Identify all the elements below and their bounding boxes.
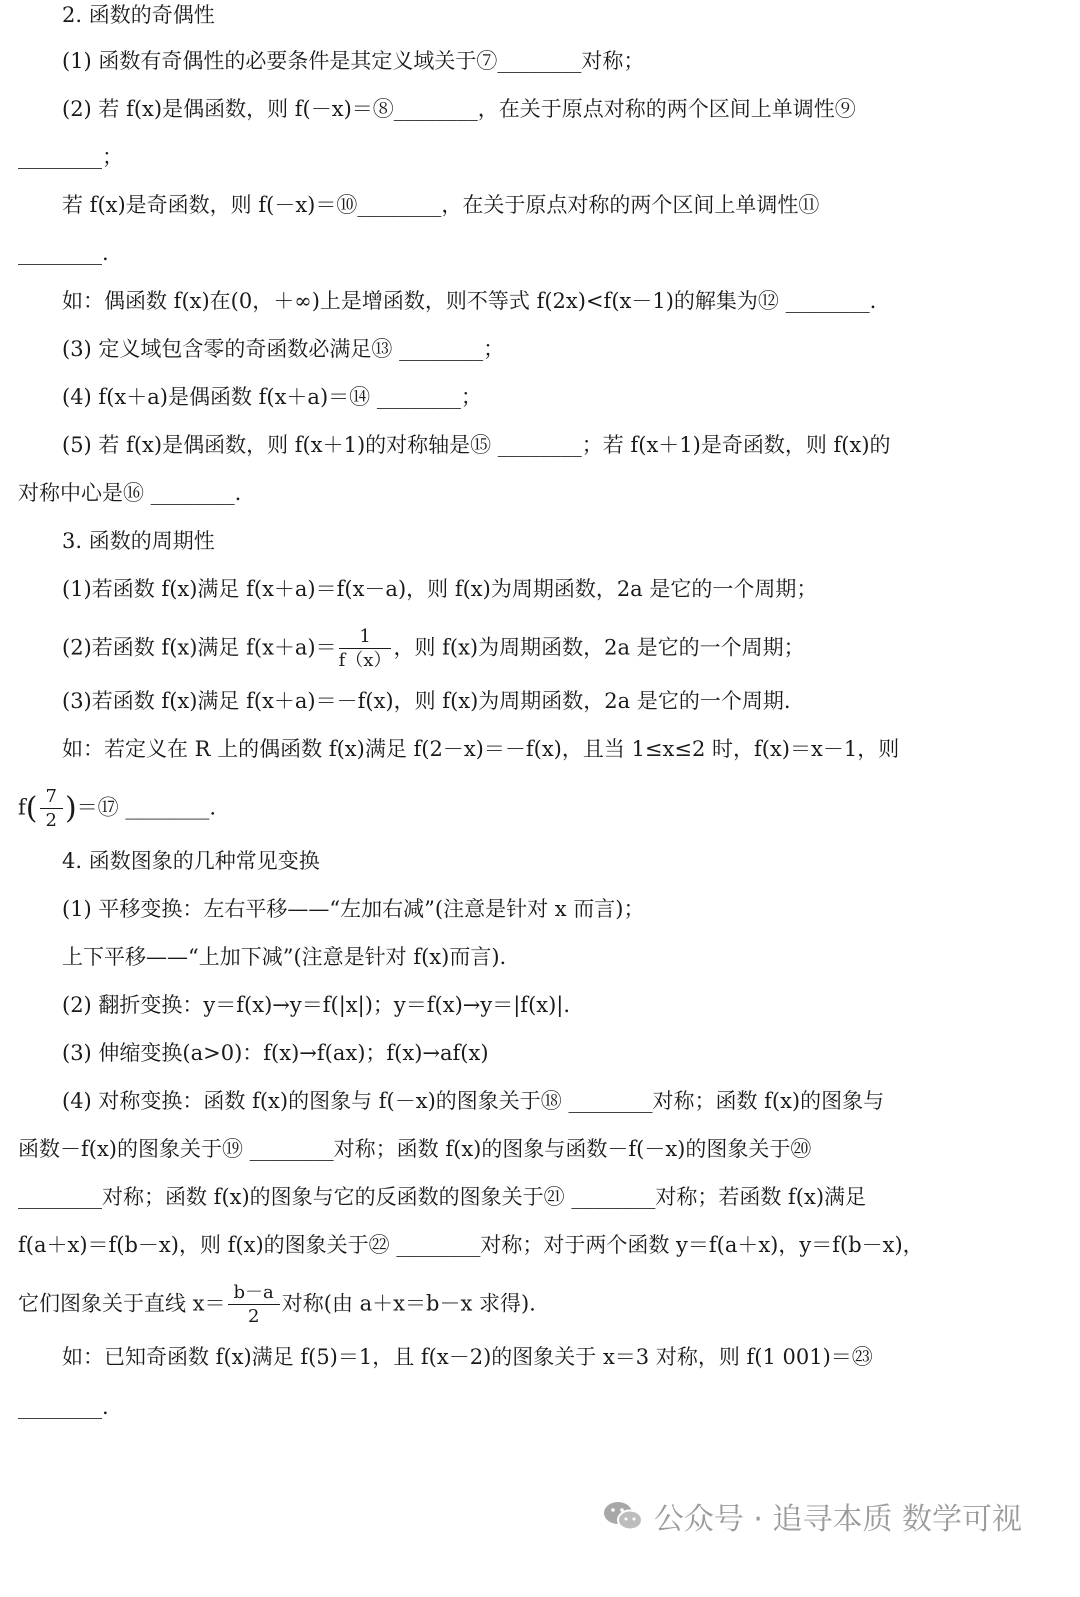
text-line	[0, 1284, 1068, 1326]
line-text: (4) 对称变换：函数 f(x)的图象与 f(－x)的图象关于⑱ ________对称；函数 f(x)的图象与	[62, 1089, 885, 1113]
line-text: 上下平移——“上加下减”(注意是针对 f(x)而言).	[62, 945, 507, 969]
text-line	[0, 628, 1080, 670]
text-line	[0, 734, 1080, 764]
line-text: (4) f(x＋a)是偶函数 f(x＋a)＝⑭ ________；	[62, 385, 482, 409]
line-text: 如：偶函数 f(x)在(0，＋∞)上是增函数，则不等式 f(2x)<f(x－1)的解集为⑫ ________.	[62, 289, 877, 313]
text-line	[0, 382, 1080, 412]
text-line	[0, 1230, 1068, 1260]
line-text: f(a＋x)＝f(b－x)，则 f(x)的图象关于㉒ ________对称；对于两个函数 y＝f(a＋x)，y＝f(b－x)，	[18, 1233, 924, 1257]
line-text: ________.	[18, 241, 109, 265]
line-text: 函数－f(x)的图象关于⑲ ________对称；函数 f(x)的图象与函数－f(－x)的图象关于⑳	[18, 1137, 812, 1161]
text-line	[0, 190, 1080, 220]
text-line	[0, 686, 1080, 716]
fraction-denominator: 2	[45, 810, 57, 831]
paren-close: )	[64, 791, 77, 826]
line-text: (2)若函数 f(x)满足 f(x＋a)＝	[62, 635, 337, 660]
text-line	[0, 1182, 1068, 1212]
line-text: 对称中心是⑯ ________.	[18, 481, 242, 505]
line-text: (3) 伸缩变换(a>0)：f(x)→f(ax)；f(x)→af(x)	[62, 1041, 489, 1065]
line-text: (3)若函数 f(x)满足 f(x＋a)＝－f(x)，则 f(x)为周期函数，2a 是它的一个周期.	[62, 689, 791, 713]
heading-text: 2. 函数的奇偶性	[62, 3, 215, 27]
text-line	[0, 894, 1080, 924]
line-text: ，则 f(x)为周期函数，2a 是它的一个周期；	[393, 635, 805, 660]
text-line	[0, 942, 1080, 972]
text-line	[0, 142, 1068, 172]
section-heading-period	[0, 526, 1068, 556]
fraction-numerator: 7	[40, 788, 63, 809]
paren-open: (	[25, 791, 38, 826]
line-text: (3) 定义域包含零的奇函数必满足⑬ ________；	[62, 337, 505, 361]
line-text: (5) 若 f(x)是偶函数，则 f(x＋1)的对称轴是⑮ ________；若 f(x＋1)是奇函数，则 f(x)的	[62, 433, 891, 457]
fraction-b-minus-a-over-2	[228, 1284, 280, 1326]
fraction-numerator: b－a	[228, 1284, 280, 1305]
text-line	[0, 1038, 1080, 1068]
fraction-1-over-fx	[339, 628, 392, 670]
text-line	[0, 430, 1080, 460]
line-text: ________；	[18, 145, 123, 169]
text-line	[0, 1342, 1080, 1372]
line-text: ＝⑰ ________.	[76, 795, 217, 820]
fraction-denominator: 2	[247, 1306, 260, 1327]
line-text: ________对称；函数 f(x)的图象与它的反函数的图象关于㉑ ________对称；若函数 f(x)满足	[18, 1185, 867, 1209]
text-line	[0, 574, 1080, 604]
wechat-icon	[602, 1499, 644, 1533]
text-line	[0, 1086, 1080, 1116]
text-line	[0, 1392, 1068, 1422]
heading-text: 3. 函数的周期性	[62, 529, 215, 553]
text-line	[0, 46, 1080, 76]
text-line	[0, 238, 1068, 268]
line-text: 对称(由 a＋x＝b－x 求得).	[281, 1291, 536, 1316]
watermark	[602, 1494, 1022, 1538]
heading-text: 4. 函数图象的几种常见变换	[62, 849, 320, 873]
text-line	[0, 1134, 1068, 1164]
text-line	[0, 478, 1068, 508]
fraction-7-over-2	[40, 788, 63, 830]
text-line	[0, 94, 1080, 124]
section-heading-transform	[0, 846, 1068, 876]
line-text: (2) 若 f(x)是偶函数，则 f(－x)＝⑧________，在关于原点对称的两个区间上单调性⑨	[62, 97, 856, 121]
fraction-denominator: f（x）	[338, 650, 392, 671]
text-line	[0, 334, 1080, 364]
text-line	[0, 286, 1080, 316]
text-line	[0, 788, 1068, 830]
line-text: 它们图象关于直线 x＝	[18, 1291, 226, 1316]
function-symbol: f	[18, 795, 26, 820]
line-text: ________.	[18, 1395, 109, 1419]
text-line	[0, 990, 1080, 1020]
fraction-numerator: 1	[339, 628, 392, 649]
line-text: (1) 平移变换：左右平移——“左加右减”(注意是针对 x 而言)；	[62, 897, 645, 921]
watermark-text: 公众号 · 追寻本质 数学可视	[653, 1502, 1022, 1537]
section-heading-parity	[0, 0, 1068, 30]
line-text: 若 f(x)是奇函数，则 f(－x)＝⑩________，在关于原点对称的两个区间上单调性⑪	[62, 193, 820, 217]
line-text: (1) 函数有奇偶性的必要条件是其定义域关于⑦________对称；	[62, 49, 645, 73]
line-text: 如：已知奇函数 f(x)满足 f(5)＝1，且 f(x－2)的图象关于 x＝3 对称，则 f(1 001)＝㉓	[62, 1345, 873, 1369]
line-text: (2) 翻折变换：y＝f(x)→y＝f(|x|)；y＝f(x)→y＝|f(x)|.	[62, 993, 571, 1017]
line-text: 如：若定义在 R 上的偶函数 f(x)满足 f(2－x)＝－f(x)，且当 1≤x≤2 时，f(x)＝x－1，则	[62, 737, 900, 761]
line-text: (1)若函数 f(x)满足 f(x＋a)＝f(x－a)，则 f(x)为周期函数，2a 是它的一个周期；	[62, 577, 818, 601]
